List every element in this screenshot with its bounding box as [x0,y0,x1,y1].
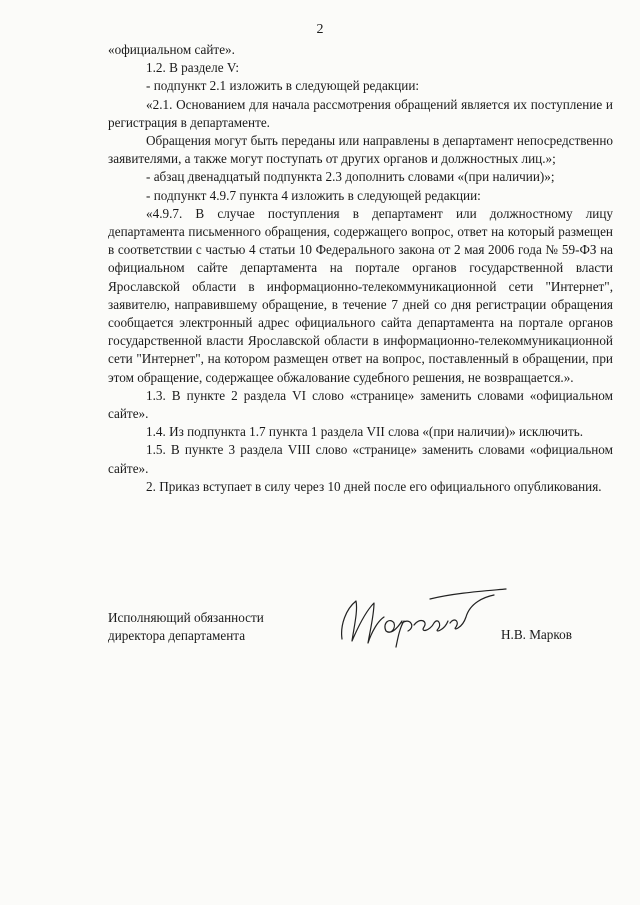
page-number: 2 [316,22,324,37]
signer-title-line2: директора департамента [108,628,246,644]
paragraph: Обращения могут быть переданы или направлены в департамент непосредственно заявителями, а также могут поступать от других органов и должностных лиц.»; [108,133,613,167]
paragraph: 1.2. В разделе V: [146,60,240,76]
paragraph: - абзац двенадцатый подпункта 2.3 дополнить словами «(при наличии)»; [146,169,555,185]
document-body [108,41,613,496]
paragraph: 1.3. В пункте 2 раздела VI слово «странице» заменить словами «официальном сайте». [108,387,613,422]
paragraph: 2. Приказ вступает в силу через 10 дней после его официального опубликования. [146,478,602,494]
signer-title-line1: Исполняющий обязанности [108,610,264,625]
signer-name: Н.В. Марков [501,627,572,642]
signature-block [108,609,613,669]
paragraph: «4.9.7. В случае поступления в департамент или должностному лицу департамента письменного обращения, содержащего вопрос, ответ на который размещен в соответствии с частью 4 статьи 10 Федерального закона от 2 мая 2006 года № 59-ФЗ на официальном сайте департамента на портале органов государственной власти Ярославской области в информационно-телекоммуникационной сети "Интернет", заявителю, направившему обращение, в течение 7 дней со дня регистрации обращения сообщается электронный адрес официального сайта департамента на портале органов государственной власти Ярославской области в информационно-телекоммуникационной сети "Интернет", на котором размещен ответ на вопрос, поставленный в обращении, при этом обращение, содержащее обжалование судебного решения, не возвращается.». [108,205,613,385]
handwritten-signature [334,587,509,649]
paragraph: 1.5. В пункте 3 раздела VIII слово «странице» заменить словами «официальном сайте». [108,442,613,476]
paragraph: 1.4. Из подпункта 1.7 пункта 1 раздела VII слова «(при наличии)» исключить. [146,424,584,440]
paragraph: «2.1. Основанием для начала рассмотрения обращений является их поступление и регистрация в департаменте. [108,96,613,130]
paragraph: «официальном сайте». [108,42,235,57]
signer-title [108,609,264,645]
paragraph: - подпункт 4.9.7 пункта 4 изложить в следующей редакции: [146,187,481,203]
paragraph: - подпункт 2.1 изложить в следующей редакции: [146,78,420,94]
